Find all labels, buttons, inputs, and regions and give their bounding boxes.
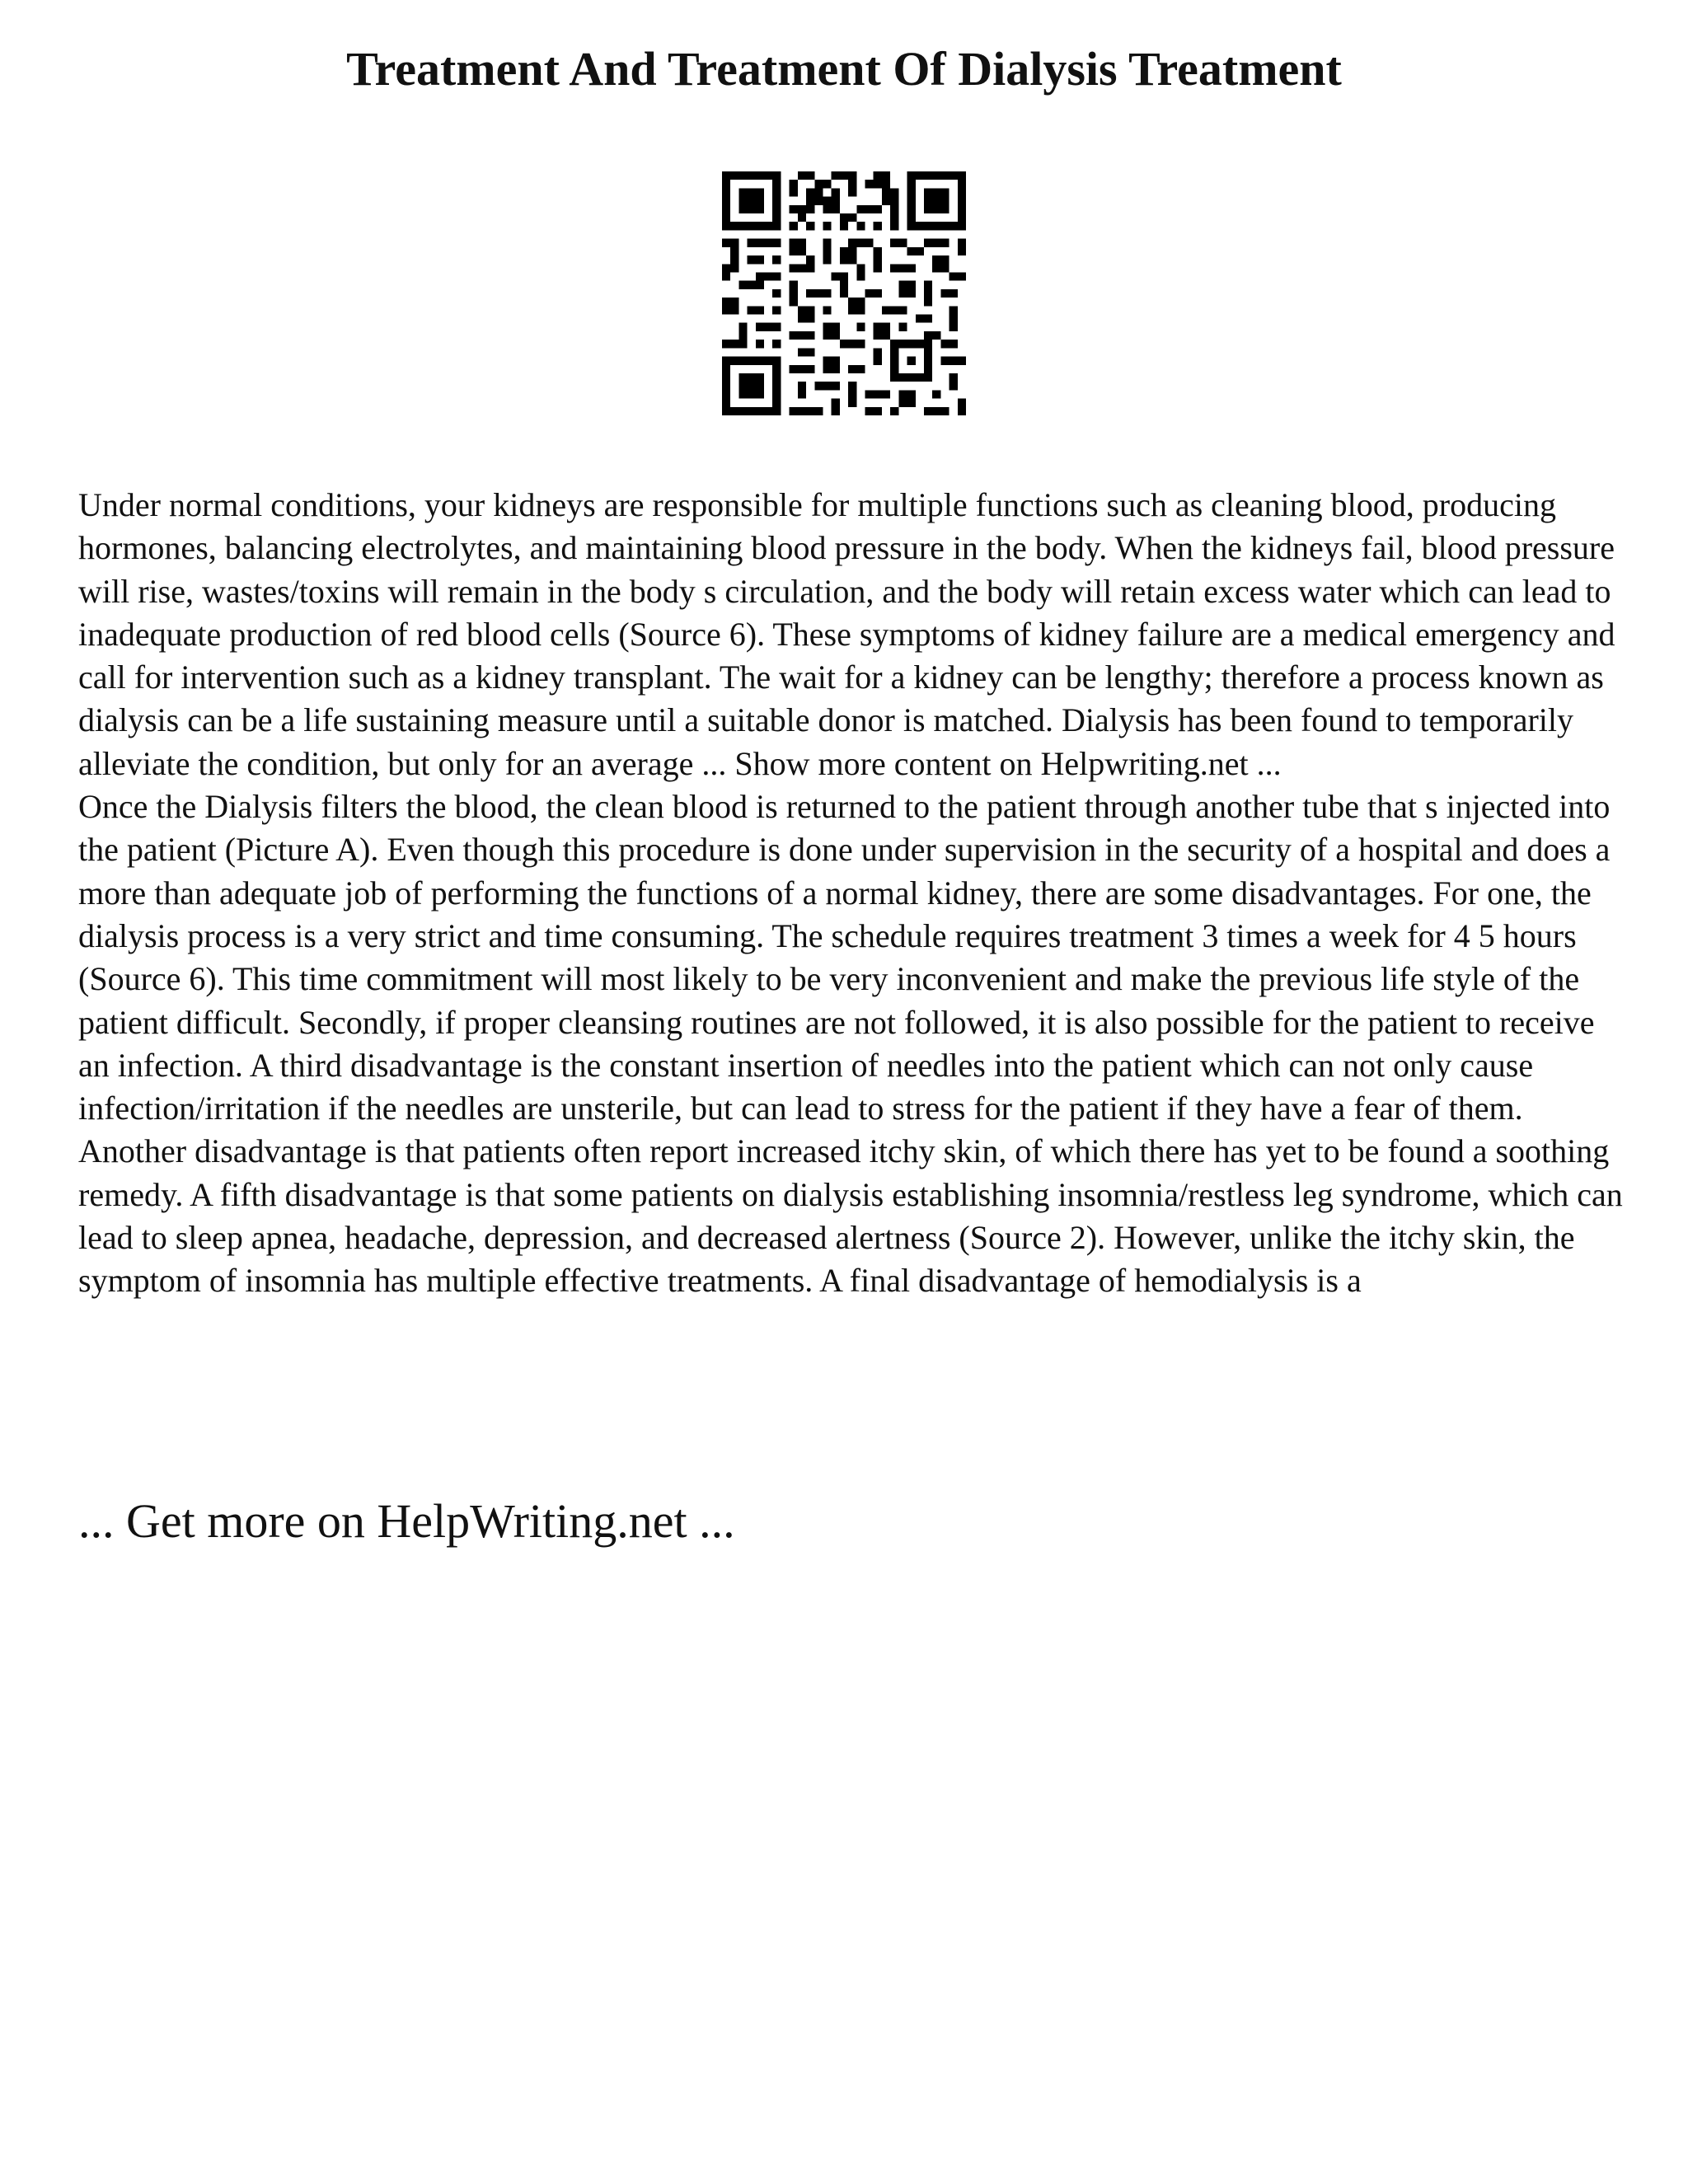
document-body: [78, 484, 1628, 1303]
document-title: Treatment And Treatment Of Dialysis Treatment: [346, 42, 1342, 96]
paragraph: Under normal conditions, your kidneys are responsible for multiple functions such as cleaning blood, producing hormones, balancing electrolytes, and maintaining blood pressure in the body. When the kidneys fail, blood pressure will rise, wastes/toxins will remain in the body s circulation, and the body will retain excess water which can lead to inadequate production of red blood cells (Source 6). These symptoms of kidney failure are a medical emergency and call for intervention such as a kidney transplant. The wait for a kidney can be lengthy; therefore a process known as dialysis can be a life sustaining measure until a suitable donor is matched. Dialysis has been found to temporarily alleviate the condition, but only for an average ... Show more content on Helpwriting.net ...: [78, 486, 1615, 782]
qr-code-icon: [722, 171, 966, 415]
get-more-link[interactable]: ... Get more on HelpWriting.net ...: [78, 1494, 735, 1548]
paragraph: Once the Dialysis filters the blood, the clean blood is returned to the patient through another tube that s injected into the patient (Picture A). Even though this procedure is done under supervision in the security of a hospital and does a more than adequate job of performing the functions of a normal kidney, there are some disadvantages. For one, the dialysis process is a very strict and time consuming. The schedule requires treatment 3 times a week for 4 5 hours (Source 6). This time commitment will most likely to be very inconvenient and make the previous life style of the patient difficult. Secondly, if proper cleansing routines are not followed, it is also possible for the patient to receive an infection. A third disadvantage is the constant insertion of needles into the patient which can not only cause infection/irritation if the needles are unsterile, but can lead to stress for the patient if they have a fear of them. Another disadvantage is that patients often report increased itchy skin, of which there has yet to be found a soothing remedy. A fifth disadvantage is that some patients on dialysis establishing insomnia/restless leg syndrome, which can lead to sleep apnea, headache, depression, and decreased alertness (Source 2). However, unlike the itchy skin, the symptom of insomnia has multiple effective treatments. A final disadvantage of hemodialysis is a: [78, 788, 1623, 1300]
